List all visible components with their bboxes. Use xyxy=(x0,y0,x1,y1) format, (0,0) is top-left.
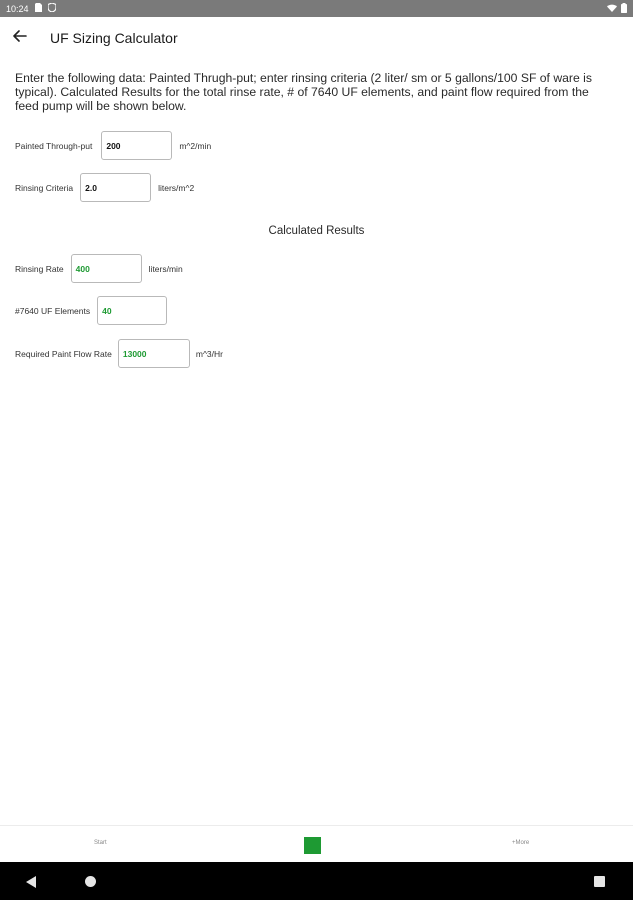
nav-more-button[interactable]: +More xyxy=(512,840,530,846)
uf-elements-row xyxy=(15,296,167,325)
uf-elements-label: #7640 UF Elements xyxy=(15,305,91,316)
arrow-left-icon xyxy=(13,29,27,47)
nav-start-button[interactable]: Start xyxy=(94,840,107,846)
paint-flow-value: 13000 xyxy=(118,339,190,368)
results-heading: Calculated Results xyxy=(268,225,365,237)
status-time: 10:24 xyxy=(6,3,29,14)
app-bar xyxy=(0,17,633,59)
rinsing-rate-unit: liters/min xyxy=(148,263,183,274)
intro-text: Enter the following data: Painted Thrugh-put; enter rinsing criteria (2 liter/ sm or 5 gallons/100 SF of ware is typical). Calculated Results for the total rinse rate, # of 7640 UF elements, and paint flow required from the feed pump will be shown below. xyxy=(15,71,592,113)
rinsing-rate-row xyxy=(15,254,183,283)
bottom-nav xyxy=(0,825,633,862)
back-button[interactable] xyxy=(1,17,39,59)
throughput-label: Painted Through-put xyxy=(15,140,93,151)
status-left xyxy=(6,3,56,14)
throughput-row xyxy=(15,131,211,160)
shield-icon xyxy=(48,3,56,14)
rinsing-criteria-unit: liters/m^2 xyxy=(158,182,195,193)
wifi-icon xyxy=(607,4,617,14)
system-back-icon[interactable] xyxy=(26,875,36,893)
rinsing-criteria-label: Rinsing Criteria xyxy=(15,182,74,193)
rinsing-rate-value: 400 xyxy=(71,254,142,283)
status-right xyxy=(607,3,627,15)
paint-flow-unit: m^3/Hr xyxy=(195,348,223,359)
rinsing-rate-label: Rinsing Rate xyxy=(15,263,64,274)
system-home-icon[interactable] xyxy=(85,876,96,887)
system-recents-icon[interactable] xyxy=(594,876,605,887)
throughput-input[interactable]: 200 xyxy=(101,131,172,160)
rinsing-criteria-input[interactable]: 2.0 xyxy=(80,173,151,202)
throughput-unit: m^2/min xyxy=(179,140,212,151)
page-title: UF Sizing Calculator xyxy=(50,30,178,46)
battery-icon xyxy=(621,3,627,15)
paint-flow-row xyxy=(15,339,223,368)
nav-center-button[interactable] xyxy=(304,837,321,854)
paint-flow-label: Required Paint Flow Rate xyxy=(15,348,112,359)
uf-elements-value: 40 xyxy=(97,296,167,325)
system-nav-bar xyxy=(0,862,633,900)
status-bar xyxy=(0,0,633,17)
rinsing-criteria-row xyxy=(15,173,194,202)
sd-card-icon xyxy=(35,3,42,14)
